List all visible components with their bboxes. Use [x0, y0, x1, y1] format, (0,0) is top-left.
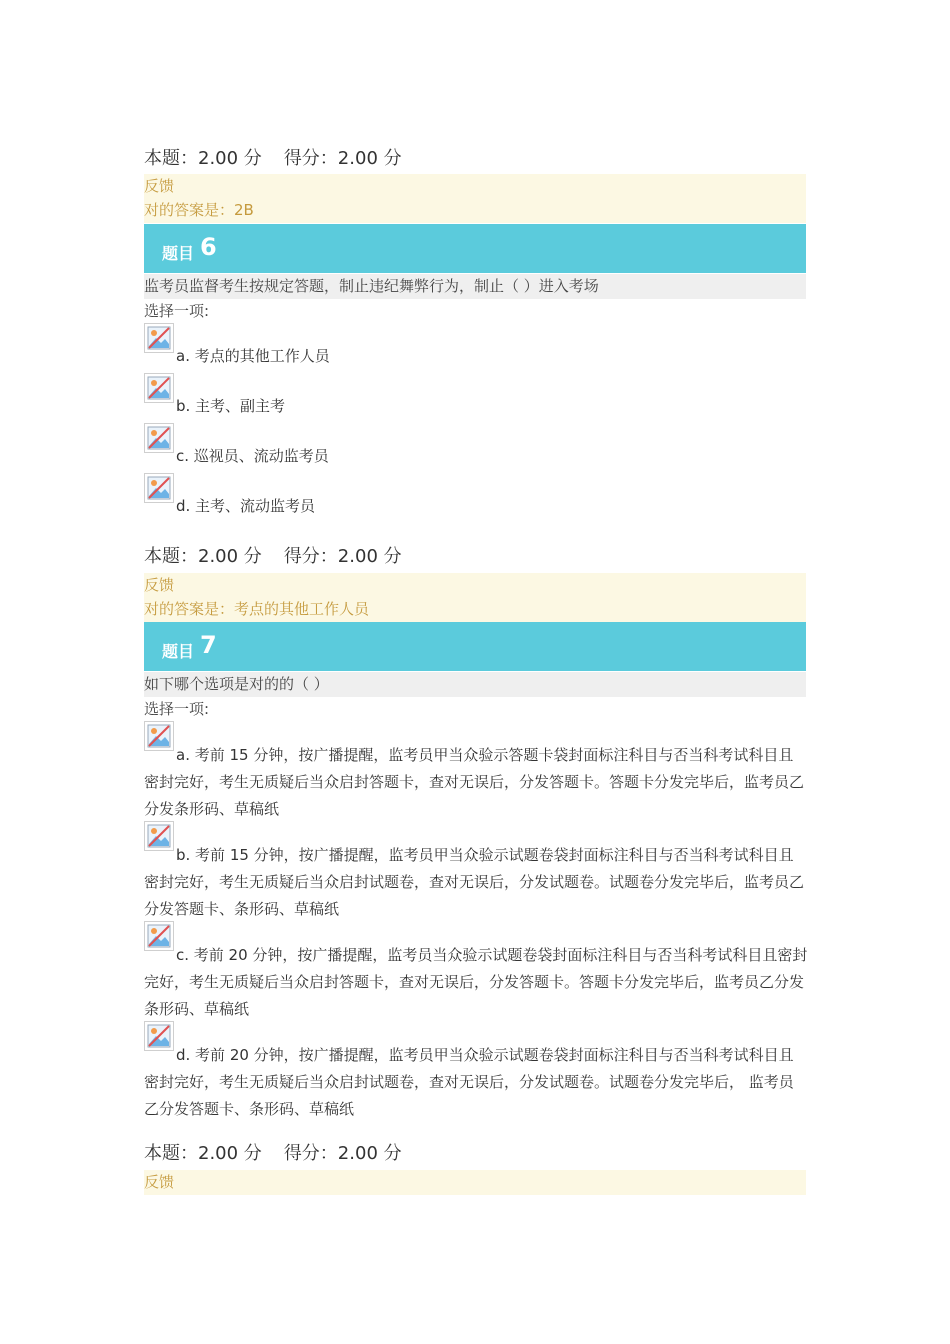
- q6-option-c-label: c. 巡视员、流动监考员: [176, 447, 329, 465]
- q6-option-c[interactable]: [144, 423, 808, 463]
- broken-image-icon[interactable]: [144, 423, 174, 453]
- q7-option-c-label: c. 考前 20 分钟，按广播提醒，监考员当众验示试题卷袋封面标注科目与否当科考试科目且密封完好，考生无质疑后当众启封答题卡，查对无误后，分发答题卡。答题卡分发完毕后，监考员乙分发条形码、草稿纸: [144, 946, 808, 1018]
- q7-score: 本题：2.00 分: [144, 1143, 262, 1164]
- q6-option-a-label: a. 考点的其他工作人员: [176, 347, 330, 365]
- q5-score: 本题：2.00 分: [144, 148, 262, 169]
- q7-header-label: 题目: [162, 642, 195, 661]
- q7-score-line: [144, 1142, 806, 1166]
- q7-question-text: 如下哪个选项是对的的（ ）: [144, 672, 806, 697]
- q7-got: 得分：2.00 分: [283, 1143, 402, 1164]
- q6-got: 得分：2.00 分: [283, 546, 402, 567]
- q6-option-a[interactable]: [144, 323, 808, 363]
- q7-option-d-label: d. 考前 20 分钟，按广播提醒，监考员甲当众验示试题卷袋封面标注科目与否当科考试科目且密封完好，考生无质疑后当众启封试题卷，查对无误后，分发试题卷。试题卷分发完毕后， 监考员乙分发答题卡、条形码、草稿纸: [144, 1046, 794, 1118]
- q7-option-c[interactable]: [144, 921, 808, 1019]
- q7-option-b[interactable]: [144, 821, 808, 919]
- q6-option-b-label: b. 主考、副主考: [176, 397, 286, 415]
- q6-score-line: [144, 545, 806, 569]
- q6-number: 6: [200, 233, 217, 261]
- q6-score: 本题：2.00 分: [144, 546, 262, 567]
- q7-choose-label: 选择一项:: [144, 700, 210, 718]
- q6-header-label: 题目: [162, 244, 195, 263]
- q7-option-a[interactable]: [144, 721, 808, 819]
- q7-feedback-title: 反馈: [144, 1173, 175, 1191]
- q7-option-b-label: b. 考前 15 分钟，按广播提醒，监考员甲当众验示试题卷袋封面标注科目与否当科考试科目且密封完好，考生无质疑后当众启封试题卷，查对无误后，分发试题卷。试题卷分发完毕后，监考员乙分发答题卡、条形码、草稿纸: [144, 846, 805, 918]
- q5-correct-answer: 对的答案是：2B: [144, 201, 254, 219]
- q6-choose-label: 选择一项:: [144, 302, 210, 320]
- broken-image-icon[interactable]: [144, 323, 174, 353]
- q6-feedback: [144, 573, 806, 622]
- broken-image-icon[interactable]: [144, 473, 174, 503]
- q6-feedback-title: 反馈: [144, 576, 175, 594]
- q5-got: 得分：2.00 分: [283, 148, 402, 169]
- q6-option-d-label: d. 主考、流动监考员: [176, 497, 316, 515]
- q6-correct-answer: 对的答案是：考点的其他工作人员: [144, 600, 370, 618]
- q6-option-d[interactable]: [144, 473, 808, 513]
- q7-option-a-label: a. 考前 15 分钟，按广播提醒，监考员甲当众验示答题卡袋封面标注科目与否当科考试科目且密封完好，考生无质疑后当众启封答题卡，查对无误后，分发答题卡。答题卡分发完毕后，监考员乙分发条形码、草稿纸: [144, 746, 805, 818]
- q5-feedback: [144, 174, 806, 223]
- q7-feedback: [144, 1170, 806, 1195]
- broken-image-icon[interactable]: [144, 373, 174, 403]
- q7-header: [144, 622, 806, 671]
- q7-number: 7: [200, 631, 217, 659]
- q6-option-b[interactable]: [144, 373, 808, 413]
- q6-header: [144, 224, 806, 273]
- q5-score-line: [144, 147, 806, 171]
- q7-option-d[interactable]: [144, 1021, 808, 1119]
- q5-feedback-title: 反馈: [144, 177, 175, 195]
- q6-question-text: 监考员监督考生按规定答题，制止违纪舞弊行为，制止（ ）进入考场: [144, 274, 806, 299]
